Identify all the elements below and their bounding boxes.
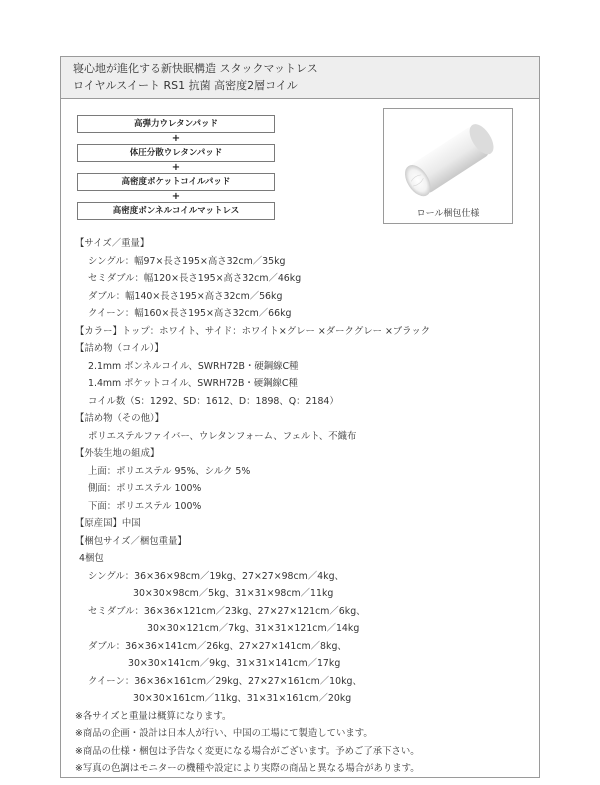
color-line: 【カラー】トップ：ホワイト、サイド：ホワイト×グレー ×ダークグレー ×ブラック [75, 325, 431, 337]
spec-row: セミダブル：幅120×長さ195×高さ32cm／46kg [88, 273, 302, 284]
note: ※各サイズと重量は概算になります。 [75, 710, 232, 722]
layer-box: 高密度ポケットコイルパッド [77, 173, 275, 191]
package-heading: 【梱包サイズ／梱包重量】 [75, 535, 187, 547]
package-row: 30×30×141cm／9kg、31×31×141cm／17kg [128, 658, 341, 669]
spec-row: ダブル：幅140×長さ195×高さ32cm／56kg [88, 290, 283, 302]
spec-list [75, 235, 535, 778]
coil-heading: 【詰め物（コイル）】 [75, 343, 164, 354]
other-heading: 【詰め物（その他）】 [75, 413, 165, 424]
package-row: 30×30×161cm／11kg、31×31×161cm／20kg [133, 693, 352, 704]
header-line-1: 寝心地が進化する新快眠構造 スタックマットレス [73, 62, 318, 75]
roll-package-photo [383, 108, 513, 224]
spec-row: 下面：ポリエステル 100% [88, 500, 202, 512]
product-spec-panel [60, 56, 540, 778]
spec-row: 上面：ポリエステル 95%、シルク 5% [88, 465, 251, 477]
fabric-heading: 【外装生地の組成】 [75, 448, 160, 459]
note: ※商品の仕様・梱包は予告なく変更になる場合がございます。予めご了承下さい。 [75, 745, 420, 757]
package-row: クイーン：36×36×161cm／29kg、27×27×161cm／10kg、 [88, 675, 362, 687]
layer-box: 高弾力ウレタンパッド [77, 115, 275, 133]
header-line-2: ロイヤルスイート RS1 抗菌 高密度2層コイル [73, 79, 298, 92]
plus-sign: + [171, 162, 181, 173]
plus-sign: + [171, 133, 181, 144]
rolled-mattress-image [384, 111, 512, 207]
spec-row: クイーン：幅160×長さ195×高さ32cm／66kg [88, 308, 292, 319]
layer-box: 高密度ボンネルコイルマットレス [77, 202, 275, 220]
spec-row: シングル：幅97×長さ195×高さ32cm／35kg [88, 255, 286, 267]
roll-caption: ロール梱包仕様 [416, 209, 480, 219]
spec-row: 側面：ポリエステル 100% [88, 483, 202, 494]
layer-stack [77, 115, 275, 220]
plus-sign: + [171, 191, 181, 202]
package-row: ダブル：36×36×141cm／26kg、27×27×141cm／8kg、 [88, 640, 347, 652]
spec-header [61, 57, 539, 99]
package-row: 30×30×98cm／5kg、31×31×98cm／11kg [133, 588, 334, 599]
layer-box: 体圧分散ウレタンパッド [77, 144, 275, 162]
note: ※写真の色調はモニターの機種や設定により実際の商品と異なる場合があります。 [75, 763, 420, 774]
package-row: シングル：36×36×98cm／19kg、27×27×98cm／4kg、 [88, 570, 344, 582]
spec-row: コイル数（S：1292、SD：1612、D：1898、Q：2184） [88, 395, 339, 407]
spec-row: 1.4mm ポケットコイル、SWRH72B・硬鋼線C種 [88, 378, 298, 389]
package-count: 4梱包 [79, 553, 104, 564]
spec-row: 2.1mm ボンネルコイル、SWRH72B・硬鋼線C種 [88, 360, 299, 372]
note: ※商品の企画・設計は日本人が行い、中国の工場にて製造しています。 [75, 728, 373, 739]
package-row: セミダブル：36×36×121cm／23kg、27×27×121cm／6kg、 [88, 605, 366, 617]
origin-line: 【原産国】中国 [75, 518, 141, 529]
package-row: 30×30×121cm／7kg、31×31×121cm／14kg [147, 623, 360, 634]
spec-row: ポリエステルファイバー、ウレタンフォーム、フェルト、不織布 [88, 430, 357, 442]
size-heading: 【サイズ／重量】 [75, 238, 150, 249]
